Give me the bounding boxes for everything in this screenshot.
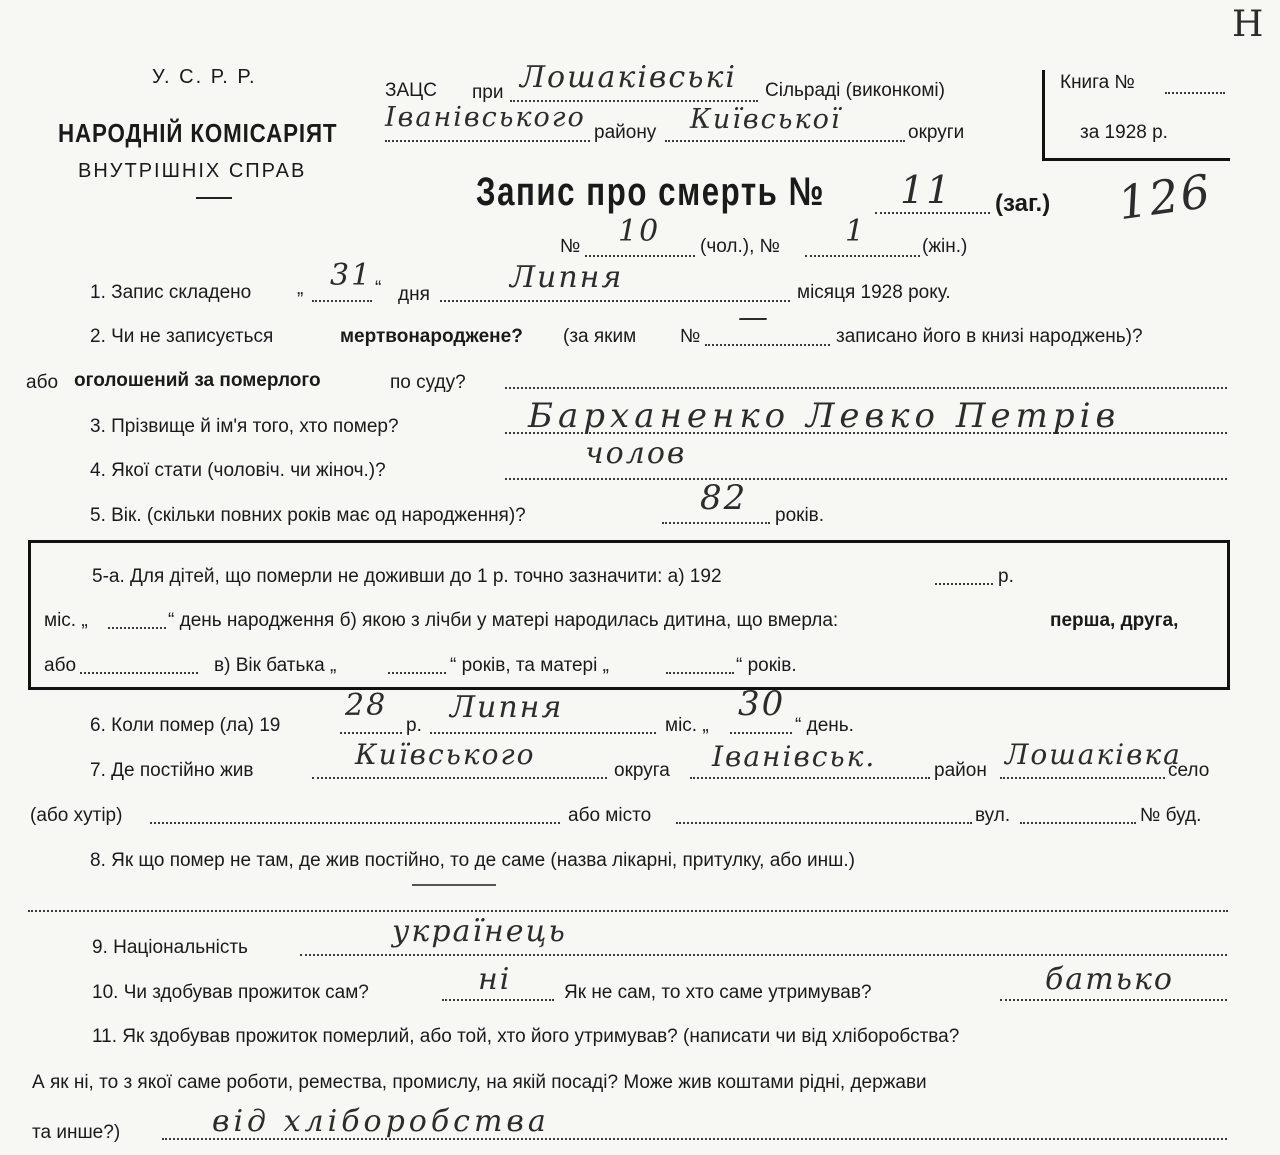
- record-number-handwritten: 11: [900, 168, 953, 212]
- field6-month-label: міс. „: [665, 715, 709, 736]
- field7-vul: вул.: [975, 805, 1011, 826]
- field7-selo-handwritten: Лошаківка: [1005, 738, 1182, 771]
- district-handwritten: Іванівського: [385, 102, 586, 133]
- field7-vul-line: [1020, 822, 1136, 824]
- field7-khutir-line: [150, 822, 560, 824]
- district-label: району: [594, 122, 657, 143]
- field10-label: 10. Чи здобував прожиток сам?: [92, 982, 369, 1003]
- field5-years: років.: [775, 505, 825, 526]
- field2-declared-dead: оголошений за померлого: [74, 370, 321, 391]
- field6-r: р.: [406, 715, 422, 736]
- field2-label-d: записано його в книзі народжень)?: [836, 326, 1143, 347]
- field7-okruha-label: округа: [614, 760, 670, 781]
- female-number-line: [805, 255, 920, 257]
- field7-okruha-handwritten: Київського: [355, 738, 536, 771]
- male-number-line: [585, 255, 695, 257]
- field5a-years-end: “ років.: [736, 655, 797, 676]
- field8-label: 8. Як що помер не там, де жив постійно, то де саме (назва лікарні, притулку, або инш.): [90, 850, 855, 871]
- field5a-year-line: [935, 583, 993, 585]
- book-label: Книга №: [1060, 72, 1135, 93]
- field11-line-a: 11. Як здобував прожиток померлий, або той, хто його утримував? (написати чи від хліборобства?: [92, 1026, 960, 1047]
- male-no-label: №: [560, 236, 581, 257]
- field11-answer-handwritten: від хліборобства: [212, 1104, 550, 1139]
- field1-day-handwritten: 31: [330, 258, 373, 293]
- field9-label: 9. Національність: [92, 937, 248, 958]
- field1-label: 1. Запис складено: [90, 282, 252, 303]
- field5a-or-line: [80, 672, 198, 674]
- book-year: за 1928 р.: [1080, 122, 1168, 143]
- field5a-or: або: [44, 655, 77, 676]
- header-internal-affairs: ВНУТРІШНІХ СПРАВ: [78, 160, 307, 182]
- field7-khutir: (або хутір): [30, 805, 123, 826]
- field11-line-b: А як ні, то з якої саме роботи, ремества, промислу, на якій посаді? Може жив коштами рідні, держави: [32, 1072, 927, 1093]
- field10-self-handwritten: ні: [478, 962, 512, 997]
- council-label: Сільраді (виконкомі): [765, 80, 945, 101]
- record-title: Запис про смерть №: [476, 170, 826, 214]
- field5a-line1-end: р.: [998, 566, 1014, 587]
- field5a-birth: “ день народження б) якою з лічби у матері народилась дитина, що вмерла:: [168, 610, 839, 631]
- field2-label-c: (за яким: [563, 326, 637, 347]
- field2-by-court: по суду?: [390, 372, 466, 393]
- field1-day-line: [312, 300, 372, 302]
- field2-stillborn: мертвонароджене?: [340, 326, 523, 347]
- field5a-mother-line: [666, 672, 734, 674]
- field7-rayon-line: [690, 777, 930, 779]
- pry-label: при: [472, 82, 504, 103]
- zags-prefix: ЗАЦС: [385, 80, 437, 101]
- field7-selo-label: село: [1168, 760, 1210, 781]
- field5-label: 5. Вік. (скільки повних років має од народження)?: [90, 505, 526, 526]
- field1-suffix: місяця 1928 року.: [797, 282, 951, 303]
- header-divider: [196, 197, 232, 199]
- okruha-line: [665, 140, 905, 142]
- field4-sex-handwritten: чолов: [585, 436, 687, 471]
- field5a-month: міс. „: [44, 610, 88, 631]
- field5a-father-line: [388, 672, 446, 674]
- field5a-line1: 5-а. Для дітей, що померли не доживши до 1 р. точно зазначити: а) 192: [92, 566, 722, 587]
- field2-dash-handwritten: —: [738, 300, 770, 335]
- field6-year-line: [340, 732, 402, 734]
- field8-pencil-stroke: [412, 884, 496, 886]
- header-commissariat: НАРОДНІЙ КОМІСАРІЯТ: [58, 118, 338, 148]
- field7-misto: або місто: [568, 805, 652, 826]
- field10-supporter-handwritten: батько: [1045, 962, 1174, 997]
- book-number-line: [1165, 92, 1225, 94]
- field5a-father: в) Вік батька „: [214, 655, 337, 676]
- okruha-handwritten: Київської: [690, 104, 842, 135]
- field11-line-c: та инше?): [32, 1122, 121, 1143]
- field1-open-quote: „: [297, 278, 304, 299]
- field7-label: 7. Де постійно жив: [90, 760, 254, 781]
- field10-label-b: Як не сам, то хто саме утримував?: [564, 982, 872, 1003]
- field5a-first-second: перша, друга,: [1050, 610, 1179, 631]
- male-label: (чол.), №: [700, 236, 781, 257]
- field2-or: або: [26, 372, 59, 393]
- field3-name-handwritten: Барханенко Левко Петрів: [528, 396, 1121, 436]
- field10-self-line: [442, 999, 554, 1001]
- field9-nationality-handwritten: українець: [392, 914, 567, 949]
- field10-supporter-line: [1000, 999, 1227, 1001]
- field6-day-line: [730, 732, 792, 734]
- field4-line: [505, 478, 1227, 480]
- record-number-line: [875, 212, 990, 214]
- female-number-handwritten: 1: [845, 214, 867, 249]
- field6-label: 6. Коли помер (ла) 19: [90, 715, 281, 736]
- field6-month-line: [430, 732, 656, 734]
- field5-age-handwritten: 82: [700, 478, 748, 518]
- male-number-handwritten: 10: [618, 214, 661, 249]
- field1-close-quote: “: [375, 278, 382, 299]
- field2-label-a: 2. Чи не записується: [90, 326, 274, 347]
- field1-day-label: дня: [398, 284, 430, 305]
- okruha-label: округи: [908, 122, 965, 143]
- field7-rayon-handwritten: Іванівськ.: [712, 740, 877, 773]
- field9-line: [300, 954, 1227, 956]
- header-state: У. С. Р. Р.: [152, 66, 257, 88]
- field7-bud: № буд.: [1140, 805, 1202, 826]
- village-handwritten: Лошаківські: [520, 60, 738, 95]
- record-general-label: (заг.): [995, 190, 1051, 217]
- field5a-years-mother: “ років, та матері „: [450, 655, 609, 676]
- field7-misto-line: [676, 822, 972, 824]
- field4-label: 4. Якої стати (чоловіч. чи жіноч.)?: [90, 460, 386, 481]
- field1-month-handwritten: Липня: [510, 260, 624, 295]
- field2-court-line: [505, 387, 1227, 389]
- field8-line: [28, 910, 1228, 912]
- field5a-month-line: [108, 627, 166, 629]
- field6-month-handwritten: Липня: [450, 690, 564, 725]
- female-label: (жін.): [922, 236, 968, 257]
- field5-line: [662, 522, 770, 524]
- field7-selo-line: [1000, 777, 1165, 779]
- field7-rayon-label: район: [934, 760, 987, 781]
- field6-year-handwritten: 28: [345, 688, 388, 723]
- field6-day-handwritten: 30: [738, 684, 786, 724]
- field7-okruha-line: [312, 777, 607, 779]
- field3-label: 3. Прізвище й ім'я того, хто помер?: [90, 416, 399, 437]
- corner-mark: Н: [1232, 4, 1266, 45]
- field2-number-line: [705, 344, 830, 346]
- field2-no: №: [680, 326, 701, 347]
- field6-day-label: “ день.: [795, 715, 854, 736]
- district-line: [385, 140, 590, 142]
- side-number-handwritten: 126: [1114, 163, 1216, 231]
